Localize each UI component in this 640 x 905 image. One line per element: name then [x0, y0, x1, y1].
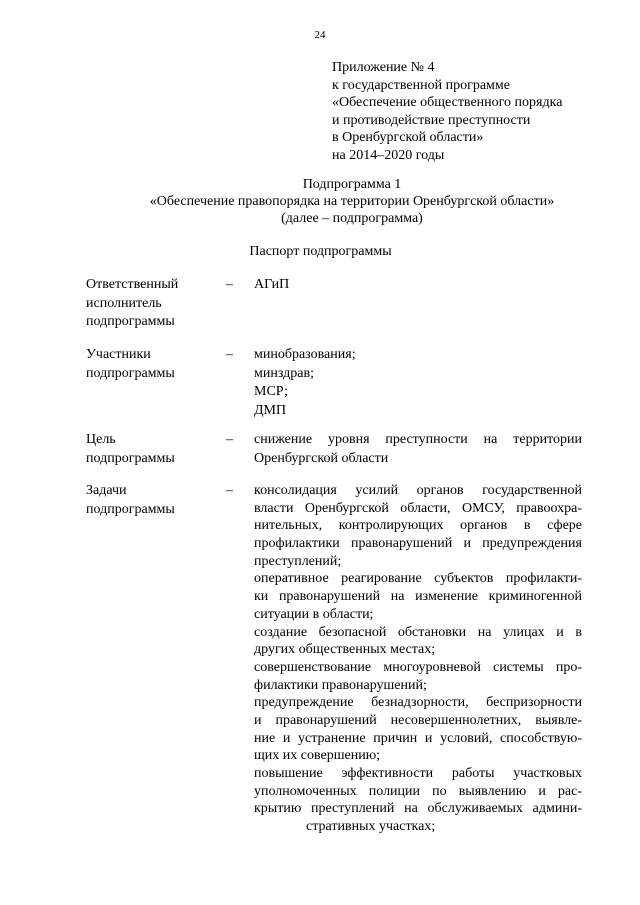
subprogram-header	[0, 176, 640, 227]
appendix-line: «Обеспечение общественного порядка	[332, 95, 563, 110]
value-line: ДМП	[254, 402, 287, 418]
label-line: подпрограммы	[86, 501, 175, 517]
appendix-line: и противодействие преступности	[332, 112, 531, 128]
row-value	[254, 276, 582, 295]
subprogram-note: (далее – подпрограмма)	[281, 211, 423, 226]
row-label	[86, 482, 216, 519]
value-line: нительных, контролирующих органов в сфере	[254, 518, 582, 534]
value-line: других общественных местах;	[254, 642, 436, 658]
appendix-line: в Оренбургской области»	[332, 130, 484, 145]
appendix-line: к государственной программе	[332, 77, 510, 93]
subprogram-name: «Обеспечение правопорядка на территории Оренбургской области»	[149, 194, 555, 209]
value-line: снижение уровня преступности на территории	[254, 432, 582, 447]
appendix-line: Приложение № 4	[332, 60, 435, 75]
dash: –	[226, 432, 233, 447]
label-line: Цель	[86, 432, 116, 447]
value-line: и правонарушений несовершеннолетних, выявле-	[254, 713, 582, 728]
label-line: подпрограммы	[86, 450, 175, 466]
appendix-line: на 2014–2020 годы	[332, 147, 445, 163]
label-line: Участники	[86, 347, 151, 362]
value-line: совершенствование многоуровневой системы про-	[254, 659, 582, 675]
dash: –	[226, 483, 233, 498]
value-line: Оренбургской области	[254, 450, 389, 466]
value-line: филактики правонарушений;	[254, 677, 427, 693]
value-line: консолидация усилий органов государственной	[254, 483, 582, 498]
row-label	[86, 431, 216, 468]
value-line: власти Оренбургской области, ОМСУ, правоохра-	[254, 500, 582, 516]
value-line: ние и устранение причин и условий, способствую-	[254, 730, 582, 746]
value-line: профилактики правонарушений и предупреждения	[254, 536, 582, 552]
value-line: повышение эффективности работы участковых	[254, 766, 582, 782]
label-line: Ответственный	[86, 277, 179, 292]
page-number: 24	[314, 29, 326, 41]
value-line: ситуации в области;	[254, 606, 374, 622]
dash: –	[226, 347, 233, 362]
value-line: преступлений;	[254, 553, 342, 569]
value-line: оперативное реагирование субъектов профилакти-	[254, 571, 582, 587]
value-line: ки правонарушений на изменение криминогенной	[254, 589, 582, 605]
value-line: создание безопасной обстановки на улицах и в	[254, 624, 582, 640]
passport-title: Паспорт подпрограммы	[249, 244, 392, 259]
row-label	[86, 276, 216, 332]
subprogram-title: Подпрограмма 1	[302, 177, 402, 192]
value-line: МСР;	[254, 384, 288, 399]
appendix-header	[332, 59, 632, 164]
value-line: крытию преступлений на обслуживаемых админи-	[254, 801, 582, 817]
dash: –	[226, 277, 233, 292]
label-line: подпрограммы	[86, 365, 175, 381]
label-line: подпрограммы	[86, 314, 175, 329]
row-value	[254, 482, 582, 836]
value-line: АГиП	[254, 277, 290, 292]
value-line: стративных участках;	[306, 819, 436, 835]
row-label	[86, 346, 216, 383]
value-line: уполномоченных полиции по выявлению и рас-	[254, 783, 582, 799]
row-value	[254, 346, 582, 420]
value-line: предупреждение безнадзорности, беспризорности	[254, 695, 582, 711]
label-line: исполнитель	[86, 295, 162, 311]
value-line: минобразования;	[254, 347, 356, 362]
value-line: минздрав;	[254, 365, 314, 381]
row-value	[254, 431, 582, 468]
label-line: Задачи	[86, 483, 127, 498]
value-line: щих их совершению;	[254, 748, 381, 764]
